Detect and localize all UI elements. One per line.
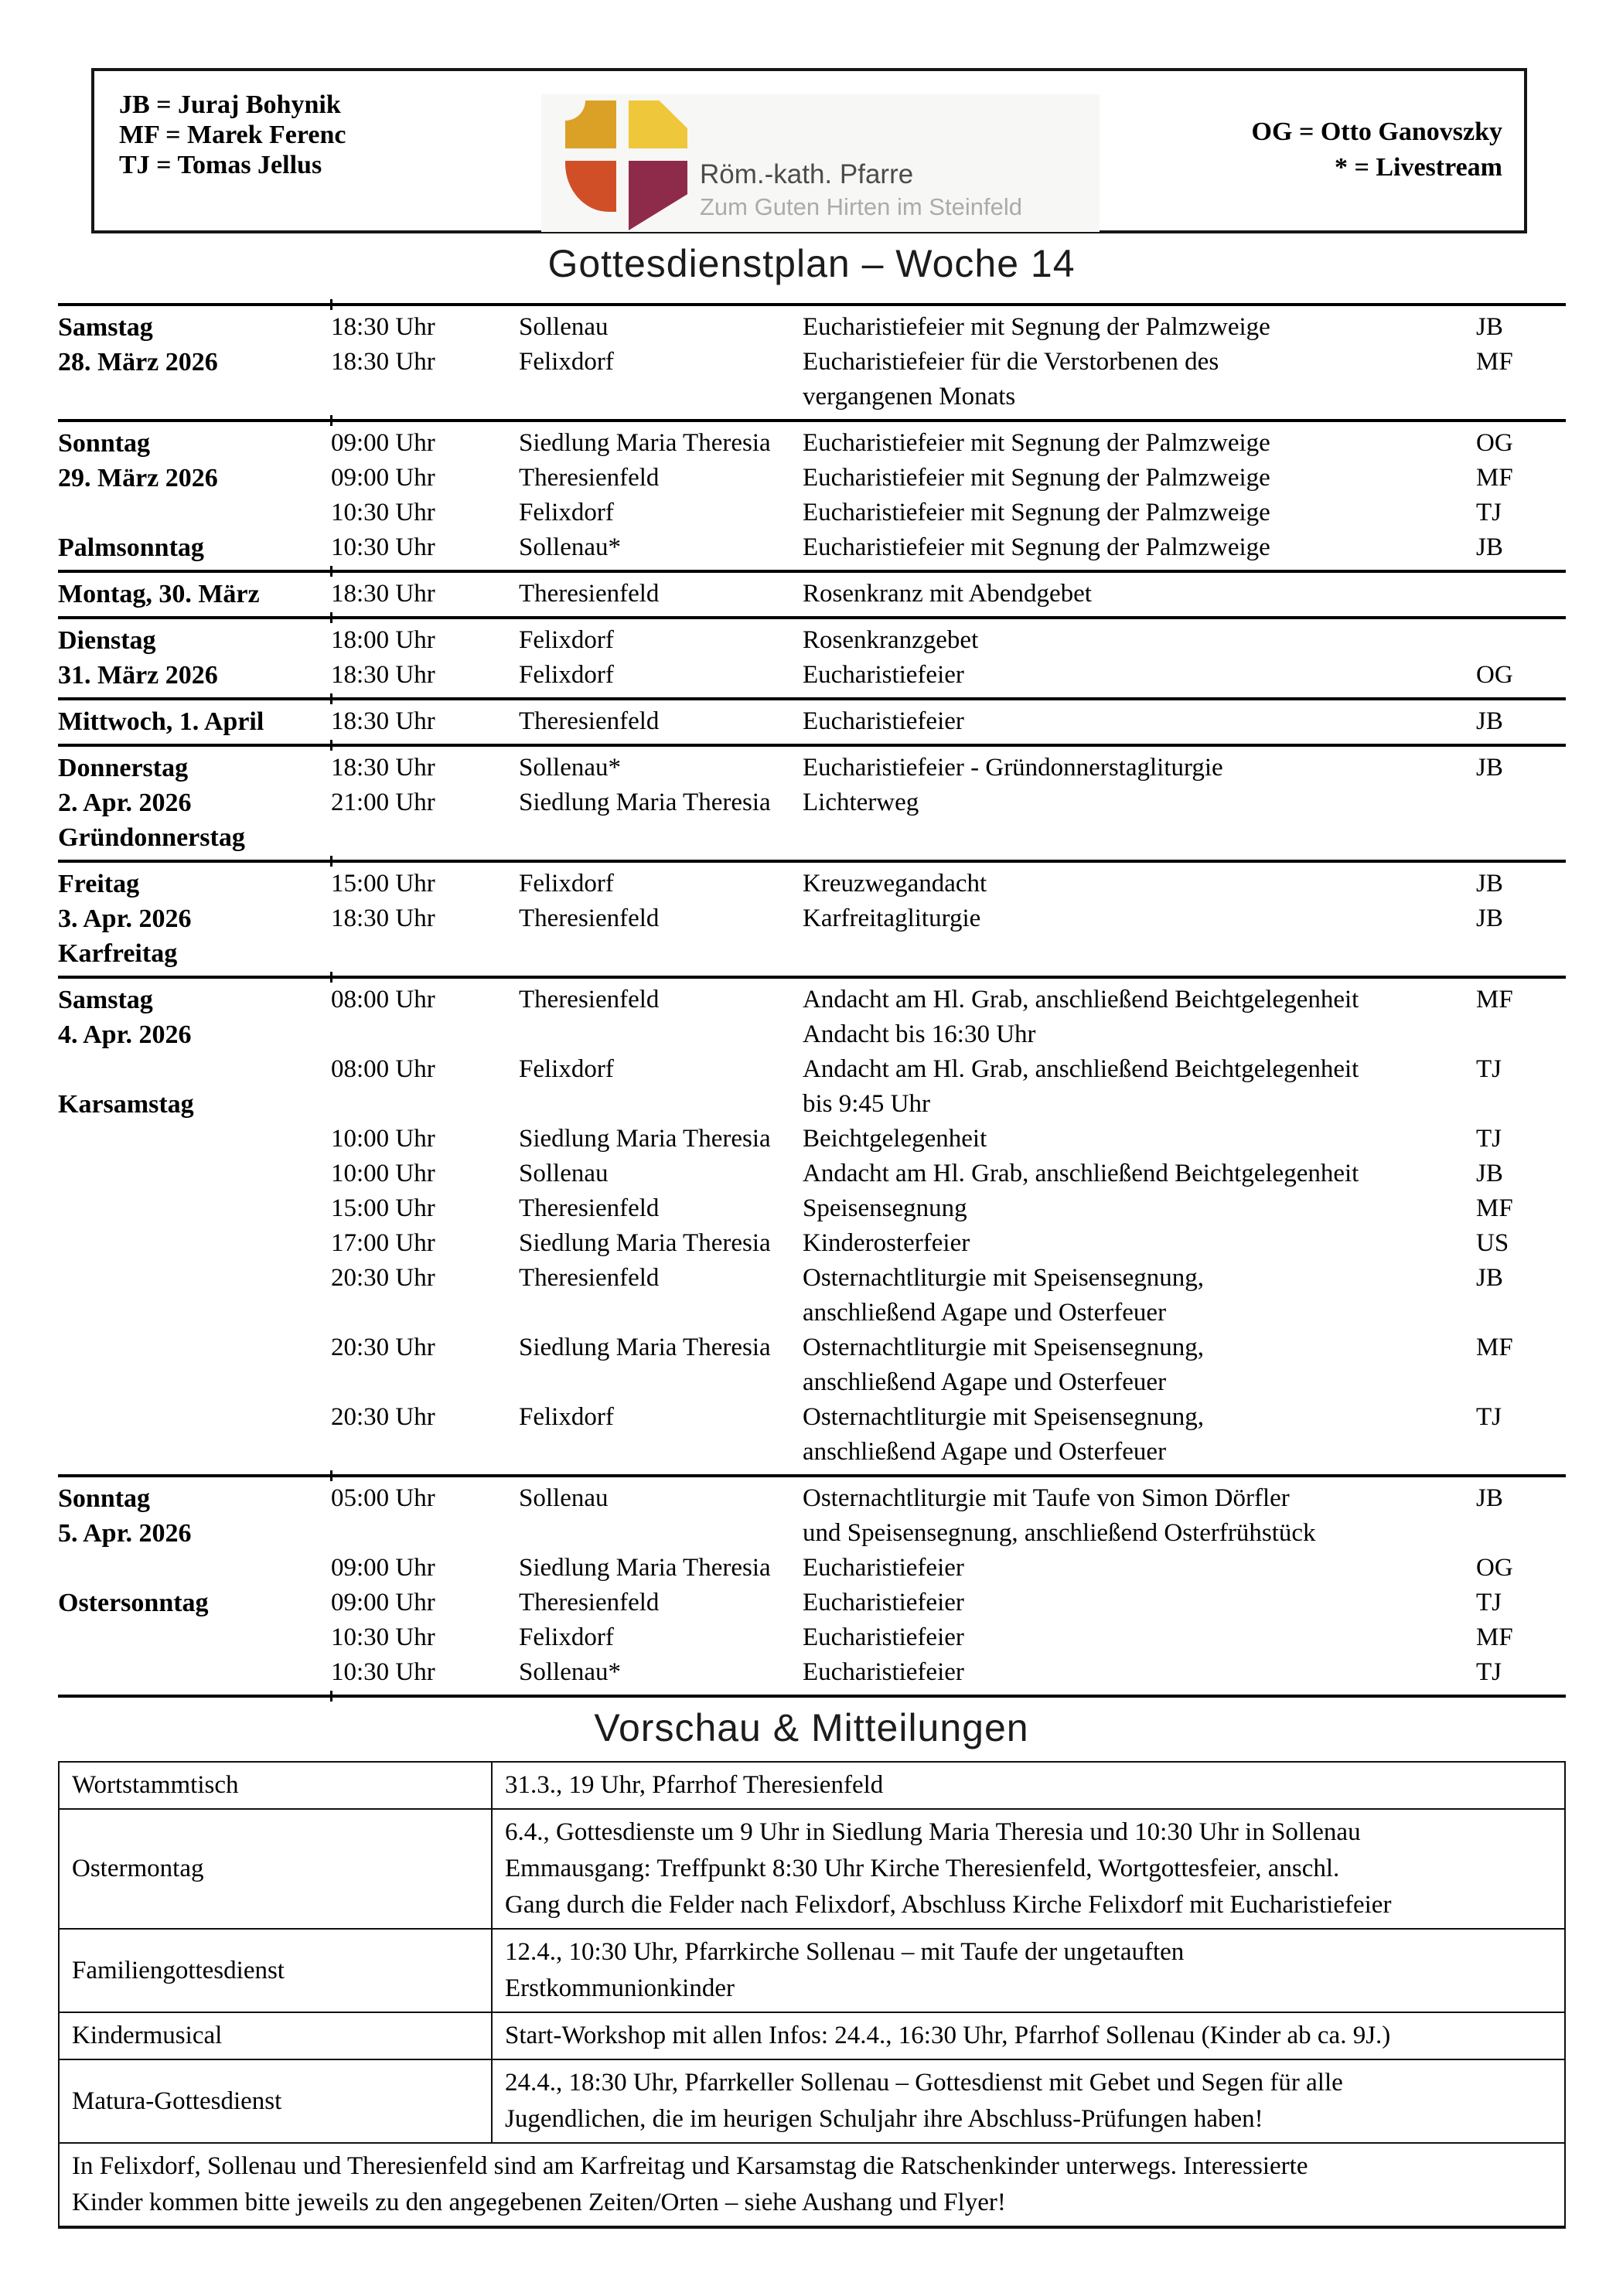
event-time: 18:30 Uhr [331,754,435,782]
event-description-line: Osternachtliturgie mit Speisensegnung, [803,1264,1205,1292]
event-row [331,461,1566,496]
table-rule [58,976,1566,979]
event-description [803,496,1476,530]
table-rule [58,616,1566,619]
day-line: Karsamstag [58,1090,194,1119]
day-line: Karfreitag [58,939,178,968]
event-row [331,310,1566,345]
day-cell [58,983,331,1470]
vorschau-description-line: Emmausgang: Treffpunkt 8:30 Uhr Kirche Theresienfeld, Wortgottesfeier, anschl. [505,1855,1340,1882]
event-time: 09:00 Uhr [331,464,435,492]
legend-right [1252,114,1502,186]
shield-quadrant-top-left [565,100,616,148]
event-row [331,1551,1566,1586]
event-row [331,426,1566,461]
vorschau-row [60,1808,1564,1928]
shield-quadrant-bottom-left [565,161,616,212]
event-description-line: Eucharistiefeier für die Verstorbenen des [803,348,1219,376]
event-row [331,1191,1566,1226]
event-priest: JB [1476,870,1503,898]
event-time: 20:30 Uhr [331,1264,435,1292]
event-place: Felixdorf [519,626,614,654]
column-divider-tick [330,856,332,867]
event-priest: TJ [1476,1403,1502,1431]
legend-left [119,90,346,180]
event-description [803,1226,1476,1261]
event-description-line: Rosenkranzgebet [803,626,979,654]
event-place: Felixdorf [519,870,614,898]
event-row [331,1122,1566,1157]
event-place: Felixdorf [519,661,614,689]
table-rule [58,744,1566,747]
table-rule [58,860,1566,863]
event-time: 18:30 Uhr [331,580,435,608]
event-row [331,623,1566,658]
event-time: 17:00 Uhr [331,1229,435,1257]
event-description [803,1551,1476,1586]
event-time: 09:00 Uhr [331,1554,435,1582]
event-priest: OG [1476,1554,1513,1582]
event-row [331,577,1566,611]
events-cell [331,310,1566,414]
event-row [331,1052,1566,1122]
event-row [331,983,1566,1052]
table-rule [58,1474,1566,1477]
event-description-line: Kinderosterfeier [803,1229,970,1257]
event-description [803,704,1476,739]
column-divider-tick [330,740,332,751]
event-priest: JB [1476,533,1503,561]
event-description [803,1191,1476,1226]
event-row [331,1330,1566,1400]
event-description-line: Speisensegnung [803,1194,967,1222]
legend-item-jb: JB = Juraj Bohynik [119,90,341,119]
event-description [803,867,1476,901]
schedule-group [58,306,1566,419]
event-description-line: Eucharistiefeier mit Segnung der Palmzweige [803,464,1270,492]
event-place: Sollenau [519,1160,609,1187]
event-time: 10:00 Uhr [331,1125,435,1153]
vorschau-label: Ostermontag [60,1810,493,1928]
event-place: Felixdorf [519,1403,614,1431]
event-description [803,1586,1476,1620]
event-row [331,1400,1566,1470]
vorschau-description-line: Start-Workshop mit allen Infos: 24.4., 16:30 Uhr, Pfarrhof Sollenau (Kinder ab ca. 9J.) [505,2022,1391,2049]
event-time: 18:30 Uhr [331,707,435,735]
event-description-line: Andacht am Hl. Grab, anschließend Beichtgelegenheit [803,986,1359,1013]
parish-subtitle: Zum Guten Hirten im Steinfeld [700,193,1022,220]
day-line-blank [58,1551,331,1586]
day-line: Sonntag [58,1484,151,1513]
event-place: Theresienfeld [519,1264,660,1292]
event-priest: TJ [1476,1589,1502,1616]
day-line: Dienstag [58,626,156,655]
event-description [803,310,1476,345]
event-time: 05:00 Uhr [331,1484,435,1512]
vorschau-note-row [60,2142,1564,2226]
event-priest: TJ [1476,1658,1502,1686]
day-cell [58,310,331,414]
event-row [331,751,1566,785]
event-time: 10:30 Uhr [331,1623,435,1651]
event-description-line: Eucharistiefeier [803,1658,964,1686]
day-line-blank [58,496,331,530]
column-divider-tick [330,415,332,426]
event-description [803,577,1476,611]
day-line: Palmsonntag [58,533,204,562]
event-description-line: bis 9:45 Uhr [803,1090,930,1118]
event-description-line: anschließend Agape und Osterfeuer [803,1438,1167,1466]
event-description-line: Beichtgelegenheit [803,1125,987,1153]
event-time: 18:30 Uhr [331,661,435,689]
event-priest: OG [1476,429,1513,457]
event-priest: TJ [1476,1055,1502,1083]
column-divider-tick [330,693,332,704]
vorschau-label: Kindermusical [60,2013,493,2059]
event-row [331,1261,1566,1330]
vorschau-note [60,2144,1321,2226]
events-cell [331,867,1566,971]
event-place: Theresienfeld [519,904,660,932]
vorschau-description-line: 12.4., 10:30 Uhr, Pfarrkirche Sollenau – mit Taufe der ungetauften [505,1938,1185,1966]
event-row [331,1157,1566,1191]
legend-item-mf: MF = Marek Ferenc [119,121,346,149]
vorschau-row [60,2059,1564,2142]
event-description [803,751,1476,785]
event-place: Theresienfeld [519,1194,660,1222]
schedule-group [58,700,1566,744]
event-description [803,345,1476,414]
event-place: Sollenau [519,313,609,341]
event-priest: MF [1476,1194,1513,1222]
event-row [331,1226,1566,1261]
vorschau-description-line: 24.4., 18:30 Uhr, Pfarrkeller Sollenau – Gottesdienst mit Gebet und Segen für alle [505,2069,1343,2097]
event-description-line: Osternachtliturgie mit Speisensegnung, [803,1334,1205,1361]
event-time: 18:00 Uhr [331,626,435,654]
event-description [803,1261,1476,1330]
events-cell [331,1481,1566,1690]
event-priest: MF [1476,348,1513,376]
event-description-line: Eucharistiefeier [803,1623,964,1651]
event-place: Siedlung Maria Theresia [519,1554,771,1582]
event-priest: JB [1476,1484,1503,1512]
day-line: 29. März 2026 [58,464,218,492]
event-description-line: Eucharistiefeier [803,1554,964,1582]
event-place: Sollenau [519,1484,609,1512]
event-description-line: anschließend Agape und Osterfeuer [803,1299,1167,1327]
day-cell [58,623,331,693]
column-divider-tick [330,612,332,623]
event-place: Siedlung Maria Theresia [519,1334,771,1361]
column-divider-tick [330,1470,332,1481]
event-priest: OG [1476,661,1513,689]
event-description-line: Eucharistiefeier [803,1589,964,1616]
event-description-line: Eucharistiefeier mit Segnung der Palmzweige [803,533,1270,561]
event-priest: US [1476,1229,1509,1257]
table-rule [58,570,1566,573]
event-time: 10:30 Uhr [331,1658,435,1686]
event-place: Theresienfeld [519,707,660,735]
day-line: Sonntag [58,429,151,458]
schedule-group [58,747,1566,860]
event-place: Siedlung Maria Theresia [519,1125,771,1153]
day-line: Montag, 30. März [58,580,260,608]
event-time: 15:00 Uhr [331,870,435,898]
day-line: Ostersonntag [58,1589,209,1617]
vorschau-description-line: Gang durch die Felder nach Felixdorf, Abschluss Kirche Felixdorf mit Eucharistiefeier [505,1891,1392,1919]
vorschau-row [60,1763,1564,1808]
event-description-line: und Speisensegnung, anschließend Osterfrühstück [803,1519,1316,1547]
event-priest: JB [1476,313,1503,341]
day-line: 2. Apr. 2026 [58,789,192,817]
event-row [331,1655,1566,1690]
event-row [331,901,1566,936]
event-description-line: Eucharistiefeier [803,661,964,689]
schedule-group [58,422,1566,570]
event-description-line: Andacht am Hl. Grab, anschließend Beichtgelegenheit [803,1055,1359,1083]
schedule-title: Gottesdienstplan – Woche 14 [547,242,1076,285]
day-line: 5. Apr. 2026 [58,1519,192,1548]
table-rule [58,1695,1566,1698]
column-divider-tick [330,566,332,577]
event-row [331,1481,1566,1551]
event-description-line: Eucharistiefeier mit Segnung der Palmzweige [803,313,1270,341]
event-description [803,983,1476,1052]
day-line: 4. Apr. 2026 [58,1020,192,1049]
vorschau-description [493,1763,1564,1808]
vorschau-row [60,2012,1564,2059]
event-time: 10:30 Uhr [331,499,435,526]
event-description-line: Rosenkranz mit Abendgebet [803,580,1092,608]
event-priest [1476,785,1566,820]
event-row [331,345,1566,414]
event-row [331,496,1566,530]
event-description [803,1655,1476,1690]
column-divider-tick [330,1691,332,1702]
event-description-line: Andacht bis 16:30 Uhr [803,1020,1036,1048]
event-description [803,1157,1476,1191]
events-cell [331,577,1566,611]
event-description-line: Lichterweg [803,789,919,816]
event-description [803,1330,1476,1400]
event-description-line: Eucharistiefeier mit Segnung der Palmzweige [803,499,1270,526]
legend-item-tj: TJ = Tomas Jellus [119,151,322,179]
day-cell [58,577,331,611]
vorschau-label: Matura-Gottesdienst [60,2060,493,2142]
vorschau-description-line: Erstkommunionkinder [505,1974,735,2002]
event-priest: JB [1476,754,1503,782]
event-row [331,658,1566,693]
event-priest: TJ [1476,499,1502,526]
event-time: 18:30 Uhr [331,348,435,376]
vorschau-description [493,2013,1564,2059]
day-line: 31. März 2026 [58,661,218,690]
event-priest: TJ [1476,1125,1502,1153]
event-place: Sollenau* [519,754,621,782]
event-place: Siedlung Maria Theresia [519,1229,771,1257]
event-priest [1476,623,1566,658]
event-priest [1476,577,1566,611]
schedule-group [58,863,1566,976]
event-description-line: Osternachtliturgie mit Taufe von Simon Dörfler [803,1484,1290,1512]
event-description [803,1620,1476,1655]
schedule-table [58,303,1566,1698]
day-line: Samstag [58,313,153,342]
event-description-line: Eucharistiefeier [803,707,964,735]
event-row [331,530,1566,565]
vorschau-description-line: Jugendlichen, die im heurigen Schuljahr ihre Abschluss-Prüfungen haben! [505,2105,1263,2133]
event-priest: JB [1476,707,1503,735]
event-place: Siedlung Maria Theresia [519,429,771,457]
day-cell [58,751,331,855]
event-place: Theresienfeld [519,986,660,1013]
event-description [803,426,1476,461]
event-row [331,704,1566,739]
event-time: 20:30 Uhr [331,1334,435,1361]
shield-quadrant-top-right [629,100,687,148]
event-place: Felixdorf [519,1055,614,1083]
schedule-group [58,1477,1566,1695]
event-description-line: vergangenen Monats [803,383,1016,410]
event-description-line: Karfreitagliturgie [803,904,981,932]
events-cell [331,426,1566,565]
event-place: Theresienfeld [519,580,660,608]
event-description [803,461,1476,496]
event-time: 09:00 Uhr [331,1589,435,1616]
parish-name: Röm.-kath. Pfarre [700,159,914,189]
event-row [331,867,1566,901]
day-line-blank [58,1052,331,1087]
event-description-line: Andacht am Hl. Grab, anschließend Beichtgelegenheit [803,1160,1359,1187]
events-cell [331,751,1566,855]
event-description [803,1481,1476,1551]
vorschau-description-line: 31.3., 19 Uhr, Pfarrhof Theresienfeld [505,1771,884,1799]
parish-shield-icon [565,100,687,232]
day-line: Samstag [58,986,153,1014]
events-cell [331,623,1566,693]
event-time: 10:00 Uhr [331,1160,435,1187]
day-cell [58,1481,331,1690]
event-place: Sollenau* [519,533,621,561]
event-description-line: anschließend Agape und Osterfeuer [803,1368,1167,1396]
event-priest: MF [1476,1334,1513,1361]
event-description [803,901,1476,936]
event-description [803,1400,1476,1470]
schedule-group [58,619,1566,697]
event-description-line: Eucharistiefeier mit Segnung der Palmzweige [803,429,1270,457]
event-time: 08:00 Uhr [331,986,435,1013]
event-time: 21:00 Uhr [331,789,435,816]
event-priest: MF [1476,986,1513,1013]
event-priest: JB [1476,1264,1503,1292]
day-line: Mittwoch, 1. April [58,707,264,736]
day-line: Freitag [58,870,140,898]
vorschau-label: Wortstammtisch [60,1763,493,1808]
event-place: Felixdorf [519,1623,614,1651]
vorschau-label: Familiengottesdienst [60,1930,493,2012]
event-time: 20:30 Uhr [331,1403,435,1431]
table-rule [58,419,1566,422]
event-description [803,1052,1476,1122]
schedule-group [58,573,1566,616]
event-description [803,1122,1476,1157]
legend-item-og: OG = Otto Ganovszky [1251,118,1502,146]
event-place: Theresienfeld [519,1589,660,1616]
event-place: Theresienfeld [519,464,660,492]
event-priest: MF [1476,464,1513,492]
event-row [331,785,1566,820]
table-rule [58,303,1566,306]
event-time: 09:00 Uhr [331,429,435,457]
event-description [803,785,1476,820]
event-description [803,530,1476,565]
event-description [803,623,1476,658]
day-line: Gründonnerstag [58,823,245,852]
event-time: 15:00 Uhr [331,1194,435,1222]
day-cell [58,704,331,739]
event-time: 10:30 Uhr [331,533,435,561]
vorschau-note-line: Kinder kommen bitte jeweils zu den angegebenen Zeiten/Orten – siehe Aushang und Flyer! [72,2189,1006,2216]
vorschau-note-line: In Felixdorf, Sollenau und Theresienfeld sind am Karfreitag und Karsamstag die Ratschenkinder unterwegs. Interessierte [72,2152,1308,2180]
day-cell [58,867,331,971]
day-cell [58,426,331,565]
events-cell [331,704,1566,739]
vorschau-description [493,1810,1564,1928]
schedule-group [58,979,1566,1474]
event-place: Siedlung Maria Theresia [519,789,771,816]
event-row [331,1586,1566,1620]
legend-item-livestream: * = Livestream [1334,153,1502,182]
event-description [803,658,1476,693]
event-priest: JB [1476,904,1503,932]
shield-quadrant-bottom-right [629,161,687,230]
event-description-line: Kreuzwegandacht [803,870,987,898]
day-line: 3. Apr. 2026 [58,904,192,933]
event-priest: JB [1476,1160,1503,1187]
day-line: 28. März 2026 [58,348,218,376]
vorschau-row [60,1928,1564,2012]
event-place: Felixdorf [519,499,614,526]
vorschau-description [493,1930,1564,2012]
event-place: Sollenau* [519,1658,621,1686]
event-row [331,1620,1566,1655]
vorschau-table [58,1761,1566,2229]
event-priest: MF [1476,1623,1513,1651]
table-rule [58,697,1566,700]
column-divider-tick [330,972,332,983]
event-time: 08:00 Uhr [331,1055,435,1083]
event-time: 18:30 Uhr [331,904,435,932]
event-time: 18:30 Uhr [331,313,435,341]
vorschau-title: Vorschau & Mitteilungen [594,1706,1029,1749]
day-line: Donnerstag [58,754,189,782]
events-cell [331,983,1566,1470]
event-place: Felixdorf [519,348,614,376]
event-description-line: Osternachtliturgie mit Speisensegnung, [803,1403,1205,1431]
vorschau-description [493,2060,1564,2142]
event-description-line: Eucharistiefeier - Gründonnerstagliturgie [803,754,1223,782]
vorschau-description-line: 6.4., Gottesdienste um 9 Uhr in Siedlung Maria Theresia und 10:30 Uhr in Sollenau [505,1818,1361,1846]
column-divider-tick [330,299,332,310]
